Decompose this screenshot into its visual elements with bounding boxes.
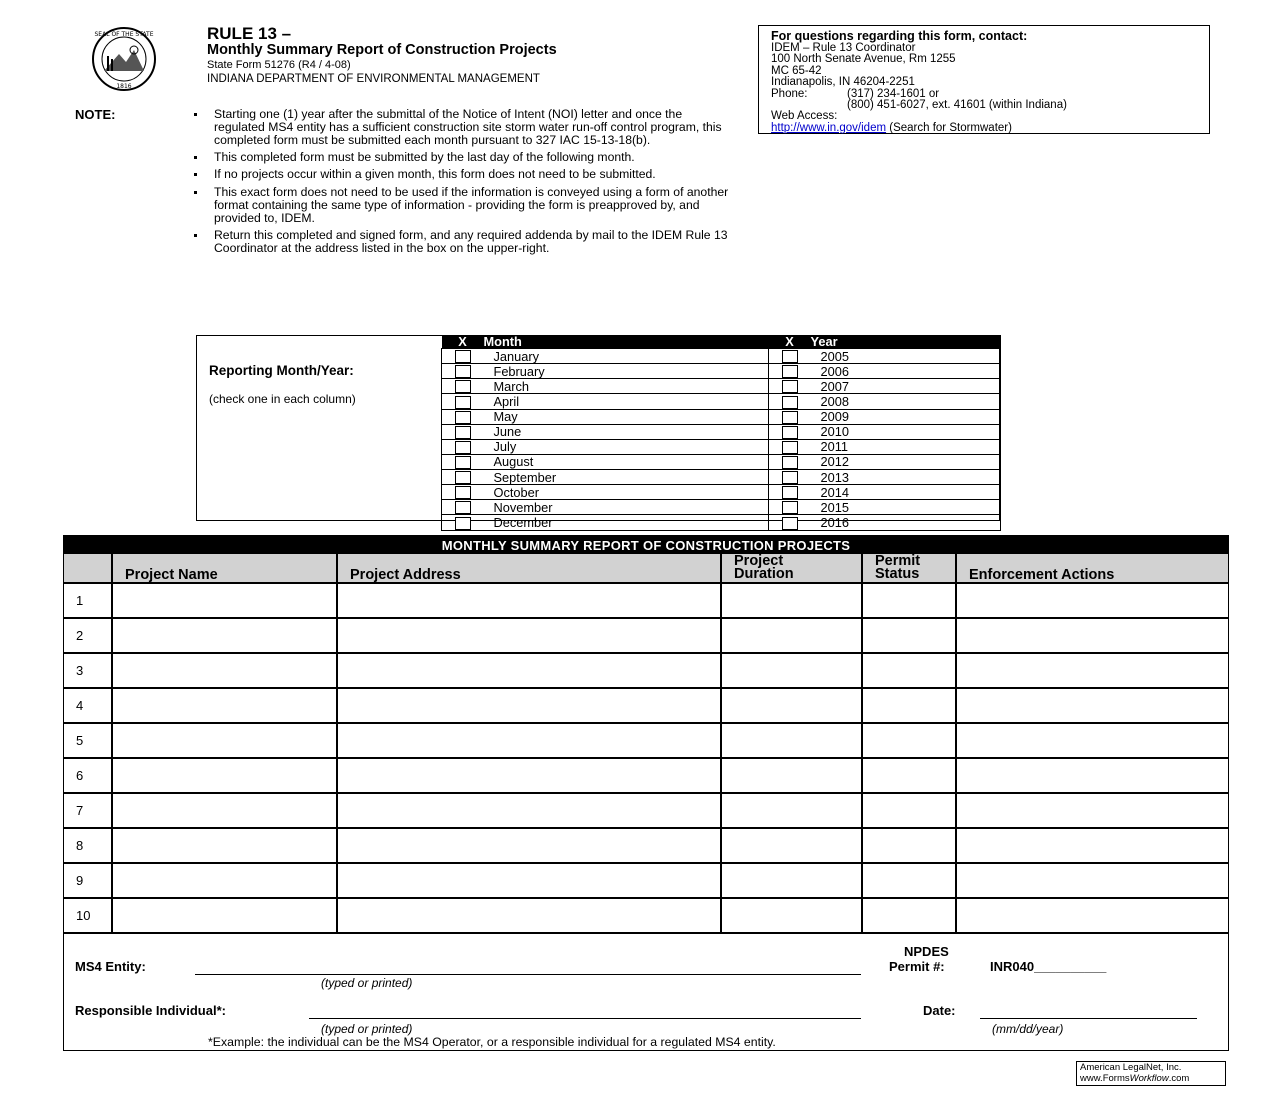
project-duration-cell[interactable] xyxy=(721,898,862,933)
year-label: 2016 xyxy=(811,515,1001,530)
year-checkbox-cell xyxy=(769,515,811,530)
typed-hint: (typed or printed) xyxy=(321,976,413,990)
phone-number-alt: (800) 451-6027, ext. 41601 (within Indiana) xyxy=(847,99,1067,112)
month-label: August xyxy=(484,454,769,469)
enforcement-actions-cell[interactable] xyxy=(956,688,1228,723)
state-seal-logo xyxy=(74,26,174,92)
row-number: 1 xyxy=(64,583,112,618)
year-checkbox[interactable] xyxy=(782,486,798,499)
permit-status-cell[interactable] xyxy=(862,828,956,863)
month-label: December xyxy=(484,515,769,530)
form-number: State Form 51276 (R4 / 4-08) xyxy=(207,59,351,71)
reporting-hint: (check one in each column) xyxy=(209,392,356,406)
project-address-cell[interactable] xyxy=(337,723,721,758)
header-line: Permit xyxy=(875,553,921,569)
note-label: NOTE: xyxy=(75,107,116,122)
footnote: *Example: the individual can be the MS4 Operator, or a responsible individual for a regulated MS4 entity. xyxy=(208,1035,776,1049)
year-checkbox[interactable] xyxy=(782,471,798,484)
year-checkbox[interactable] xyxy=(782,350,798,363)
year-checkbox[interactable] xyxy=(782,365,798,378)
year-checkbox[interactable] xyxy=(782,456,798,469)
project-address-cell[interactable] xyxy=(337,758,721,793)
month-checkbox-cell xyxy=(442,500,484,515)
month-checkbox[interactable] xyxy=(455,350,471,363)
enforcement-actions-cell[interactable] xyxy=(956,723,1228,758)
note-item: Starting one (1) year after the submittal of the Notice of Intent (NOI) letter and once the regulated MS4 entity has a sufficient construction site storm water run-off control program, this completed form must be submitted each month pursuant to 327 IAC 15-13-18(b). xyxy=(190,108,730,147)
project-duration-cell[interactable] xyxy=(721,618,862,653)
month-year-row xyxy=(442,454,1001,469)
table-row xyxy=(64,793,1228,828)
enforcement-actions-cell[interactable] xyxy=(956,863,1228,898)
year-checkbox-cell xyxy=(769,500,811,515)
brand-url xyxy=(1080,1074,1225,1085)
month-label: April xyxy=(484,394,769,409)
month-label: July xyxy=(484,439,769,454)
permit-status-cell[interactable] xyxy=(862,898,956,933)
table-row xyxy=(64,828,1228,863)
date-field[interactable] xyxy=(980,1018,1197,1019)
enforcement-actions-cell[interactable] xyxy=(956,898,1228,933)
table-row xyxy=(64,723,1228,758)
month-checkbox[interactable] xyxy=(455,380,471,393)
row-number: 2 xyxy=(64,618,112,653)
project-name-cell[interactable] xyxy=(112,723,337,758)
year-checkbox[interactable] xyxy=(782,501,798,514)
brand-url-part: www.Forms xyxy=(1080,1072,1130,1084)
month-checkbox-cell xyxy=(442,394,484,409)
month-column-header: Month xyxy=(484,335,769,349)
month-year-row xyxy=(442,485,1001,500)
project-duration-cell[interactable] xyxy=(721,723,862,758)
project-duration-header xyxy=(721,554,862,583)
project-address-header: Project Address xyxy=(337,554,721,583)
table-row xyxy=(64,898,1228,933)
permit-status-header xyxy=(862,554,956,583)
year-checkbox[interactable] xyxy=(782,411,798,424)
note-item: This exact form does not need to be used if the information is conveyed using a form of another format containing the same type of information - providing the form is preapproved by, and provided to, IDEM. xyxy=(190,186,730,225)
note-list xyxy=(190,108,730,259)
project-duration-cell[interactable] xyxy=(721,583,862,618)
reporting-label: Reporting Month/Year: xyxy=(209,363,354,378)
project-address-cell[interactable] xyxy=(337,583,721,618)
month-year-row xyxy=(442,364,1001,379)
project-duration-cell[interactable] xyxy=(721,793,862,828)
month-label: February xyxy=(484,364,769,379)
month-year-row xyxy=(442,439,1001,454)
note-item: This completed form must be submitted by the last day of the following month. xyxy=(190,151,730,164)
note-item: Return this completed and signed form, and any required addenda by mail to the IDEM Rule 13 Coordinator at the address listed in the box on the upper-right. xyxy=(190,229,730,255)
table-row xyxy=(64,653,1228,688)
enforcement-actions-cell[interactable] xyxy=(956,618,1228,653)
date-label: Date: xyxy=(923,1003,956,1018)
project-address-cell[interactable] xyxy=(337,793,721,828)
contact-heading: For questions regarding this form, contact: xyxy=(771,29,1028,43)
form-subtitle: Monthly Summary Report of Construction Projects xyxy=(207,42,557,58)
project-name-cell[interactable] xyxy=(112,863,337,898)
ms4-entity-label: MS4 Entity: xyxy=(75,959,146,974)
phone-number: (317) 234-1601 or xyxy=(847,87,940,100)
year-checkbox[interactable] xyxy=(782,396,798,409)
date-format-hint: (mm/dd/year) xyxy=(992,1022,1064,1036)
row-number: 5 xyxy=(64,723,112,758)
department-name: INDIANA DEPARTMENT OF ENVIRONMENTAL MANAGEMENT xyxy=(207,73,540,85)
month-checkbox[interactable] xyxy=(455,411,471,424)
brand-url-part: Workflow xyxy=(1129,1072,1169,1084)
year-checkbox-cell xyxy=(769,439,811,454)
project-address-cell[interactable] xyxy=(337,688,721,723)
month-checkbox[interactable] xyxy=(455,396,471,409)
brand-line: American LegalNet, Inc. xyxy=(1080,1062,1182,1073)
project-name-cell[interactable] xyxy=(112,583,337,618)
month-label: November xyxy=(484,500,769,515)
project-name-cell[interactable] xyxy=(112,653,337,688)
year-label: 2013 xyxy=(811,470,1001,485)
project-address-cell[interactable] xyxy=(337,863,721,898)
enforcement-actions-cell[interactable] xyxy=(956,583,1228,618)
year-checkbox-cell xyxy=(769,379,811,394)
header-line: Duration xyxy=(734,566,794,582)
year-checkbox-cell xyxy=(769,349,811,364)
enforcement-actions-header: Enforcement Actions xyxy=(956,554,1228,583)
month-checkbox-cell xyxy=(442,349,484,364)
month-year-row xyxy=(442,394,1001,409)
project-name-cell[interactable] xyxy=(112,758,337,793)
table-row xyxy=(64,863,1228,898)
month-year-row xyxy=(442,349,1001,364)
table-row xyxy=(64,688,1228,723)
project-name-cell[interactable] xyxy=(112,688,337,723)
enforcement-actions-cell[interactable] xyxy=(956,828,1228,863)
month-checkbox[interactable] xyxy=(455,501,471,514)
year-x-header: X xyxy=(769,335,811,349)
year-checkbox-cell xyxy=(769,364,811,379)
project-name-cell[interactable] xyxy=(112,618,337,653)
header-line: Status xyxy=(875,566,920,582)
contact-line: Indianapolis, IN 46204-2251 xyxy=(771,76,915,89)
enforcement-actions-cell[interactable] xyxy=(956,653,1228,688)
permit-status-cell[interactable] xyxy=(862,793,956,828)
month-checkbox-cell xyxy=(442,515,484,530)
american-legalnet-badge xyxy=(1076,1061,1226,1086)
permit-status-cell[interactable] xyxy=(862,583,956,618)
month-checkbox[interactable] xyxy=(455,426,471,439)
row-number: 4 xyxy=(64,688,112,723)
contact-line: MC 65-42 xyxy=(771,64,822,77)
month-checkbox[interactable] xyxy=(455,365,471,378)
construction-projects-table xyxy=(63,535,1229,1051)
month-label: September xyxy=(484,470,769,485)
row-number: 3 xyxy=(64,653,112,688)
header-line: Project xyxy=(734,553,784,569)
responsible-individual-label: Responsible Individual*: xyxy=(75,1003,226,1018)
month-year-row xyxy=(442,424,1001,439)
project-duration-cell[interactable] xyxy=(721,758,862,793)
year-label: 2012 xyxy=(811,454,1001,469)
year-label: 2009 xyxy=(811,409,1001,424)
month-year-row xyxy=(442,470,1001,485)
project-name-cell[interactable] xyxy=(112,793,337,828)
permit-status-cell[interactable] xyxy=(862,758,956,793)
permit-status-cell[interactable] xyxy=(862,618,956,653)
table-row xyxy=(64,583,1228,618)
form-title: RULE 13 – xyxy=(207,24,292,43)
month-checkbox[interactable] xyxy=(455,517,471,530)
year-label: 2008 xyxy=(811,394,1001,409)
phone-label: Phone: xyxy=(771,87,808,100)
enforcement-actions-cell[interactable] xyxy=(956,758,1228,793)
year-column-header: Year xyxy=(811,335,1001,349)
project-name-cell[interactable] xyxy=(112,828,337,863)
year-checkbox-cell xyxy=(769,409,811,424)
reporting-period-section xyxy=(196,334,1000,530)
project-address-cell[interactable] xyxy=(337,898,721,933)
contact-line: 100 North Senate Avenue, Rm 1255 xyxy=(771,53,956,66)
month-checkbox-cell xyxy=(442,439,484,454)
year-checkbox-cell xyxy=(769,454,811,469)
project-address-cell[interactable] xyxy=(337,653,721,688)
row-number: 8 xyxy=(64,828,112,863)
svg-text:1816: 1816 xyxy=(116,83,132,90)
project-name-cell[interactable] xyxy=(112,898,337,933)
brand-url-part: .com xyxy=(1168,1072,1190,1084)
year-checkbox-cell xyxy=(769,485,811,500)
year-label: 2010 xyxy=(811,424,1001,439)
permit-status-cell[interactable] xyxy=(862,688,956,723)
project-duration-cell[interactable] xyxy=(721,828,862,863)
row-number: 6 xyxy=(64,758,112,793)
project-address-cell[interactable] xyxy=(337,618,721,653)
table-banner: MONTHLY SUMMARY REPORT OF CONSTRUCTION PROJECTS xyxy=(64,536,1228,554)
month-checkbox-cell xyxy=(442,379,484,394)
npdes-label: NPDES xyxy=(904,944,949,959)
month-checkbox-cell xyxy=(442,424,484,439)
month-year-row xyxy=(442,500,1001,515)
idem-web-link[interactable]: http://www.in.gov/idem xyxy=(771,121,887,134)
project-address-cell[interactable] xyxy=(337,828,721,863)
year-checkbox[interactable] xyxy=(782,517,798,530)
month-checkbox[interactable] xyxy=(455,471,471,484)
month-label: October xyxy=(484,485,769,500)
contact-line: IDEM – Rule 13 Coordinator xyxy=(771,42,916,54)
row-number-header xyxy=(64,554,112,583)
year-checkbox-cell xyxy=(769,394,811,409)
month-checkbox-cell xyxy=(442,470,484,485)
web-access-label: Web Access: xyxy=(771,110,838,123)
month-checkbox[interactable] xyxy=(455,486,471,499)
month-checkbox-cell xyxy=(442,454,484,469)
month-checkbox-cell xyxy=(442,409,484,424)
month-label: May xyxy=(484,409,769,424)
year-label: 2006 xyxy=(811,364,1001,379)
month-year-row xyxy=(442,409,1001,424)
month-label: June xyxy=(484,424,769,439)
project-duration-cell[interactable] xyxy=(721,863,862,898)
month-checkbox[interactable] xyxy=(455,456,471,469)
project-duration-cell[interactable] xyxy=(721,653,862,688)
typed-hint: (typed or printed) xyxy=(321,1022,413,1036)
year-label: 2015 xyxy=(811,500,1001,515)
npdes-permit-field[interactable]: INR040__________ xyxy=(990,959,1107,974)
year-checkbox-cell xyxy=(769,470,811,485)
enforcement-actions-cell[interactable] xyxy=(956,793,1228,828)
month-checkbox-cell xyxy=(442,364,484,379)
row-number: 7 xyxy=(64,793,112,828)
year-checkbox[interactable] xyxy=(782,380,798,393)
ms4-entity-field[interactable] xyxy=(195,974,861,975)
web-suffix: (Search for Stormwater) xyxy=(886,121,1012,134)
month-year-grid xyxy=(441,335,1001,531)
year-label: 2005 xyxy=(811,349,1001,364)
month-label: March xyxy=(484,379,769,394)
permit-status-cell[interactable] xyxy=(862,723,956,758)
permit-number-label: Permit #: xyxy=(889,959,945,974)
year-checkbox[interactable] xyxy=(782,426,798,439)
table-row xyxy=(64,758,1228,793)
svg-text:SEAL OF THE STATE: SEAL OF THE STATE xyxy=(94,31,154,38)
year-checkbox-cell xyxy=(769,424,811,439)
note-item: If no projects occur within a given month, this form does not need to be submitted. xyxy=(190,168,730,181)
row-number: 10 xyxy=(64,898,112,933)
year-label: 2014 xyxy=(811,485,1001,500)
month-year-row xyxy=(442,379,1001,394)
project-duration-cell[interactable] xyxy=(721,688,862,723)
permit-status-cell[interactable] xyxy=(862,863,956,898)
month-checkbox[interactable] xyxy=(455,441,471,454)
project-name-header: Project Name xyxy=(112,554,337,583)
month-x-header: X xyxy=(442,335,484,349)
month-label: January xyxy=(484,349,769,364)
contact-box xyxy=(758,25,1210,134)
responsible-individual-field[interactable] xyxy=(309,1018,861,1019)
row-number: 9 xyxy=(64,863,112,898)
permit-status-cell[interactable] xyxy=(862,653,956,688)
year-label: 2011 xyxy=(811,439,1001,454)
table-row xyxy=(64,618,1228,653)
year-label: 2007 xyxy=(811,379,1001,394)
month-checkbox-cell xyxy=(442,485,484,500)
year-checkbox[interactable] xyxy=(782,441,798,454)
month-year-row xyxy=(442,515,1001,530)
